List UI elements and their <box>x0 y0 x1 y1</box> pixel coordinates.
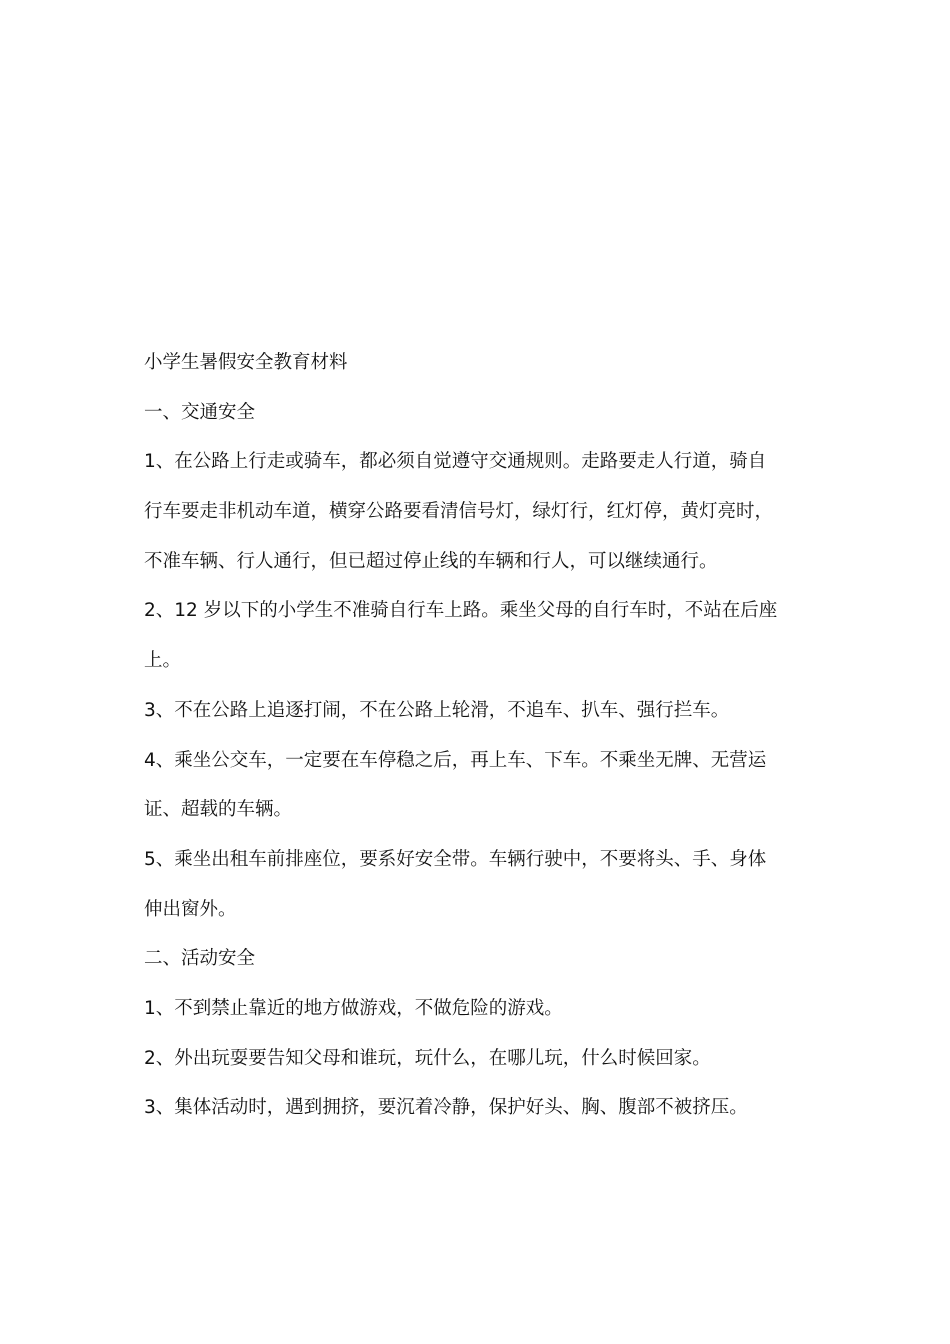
section-heading-traffic: 一、交通安全 <box>144 401 256 423</box>
paragraph-line: 伸出窗外。 <box>144 898 237 920</box>
document-title: 小学生暑假安全教育材料 <box>144 352 348 373</box>
paragraph-line: 3、不在公路上追逐打闹，不在公路上轮滑，不追车、扒车、强行拦车。 <box>144 699 730 721</box>
paragraph-line: 证、超载的车辆。 <box>144 799 293 821</box>
list-item <box>144 984 804 1034</box>
list-item <box>144 686 804 736</box>
list-item <box>144 736 804 835</box>
paragraph-line: 5、乘坐出租车前排座位，要系好安全带。车辆行驶中，不要将头、手、身体 <box>144 848 767 870</box>
list-item <box>144 437 804 586</box>
paragraph-line: 2、12 岁以下的小学生不准骑自行车上路。乘坐父母的自行车时，不站在后座 <box>144 600 778 622</box>
paragraph-line: 1、在公路上行走或骑车，都必须自觉遵守交通规则。走路要走人行道，骑自 <box>144 451 767 473</box>
list-item <box>144 586 804 685</box>
paragraph-line: 行车要走非机动车道，横穿公路要看清信号灯，绿灯行，红灯停，黄灯亮时， <box>144 501 774 523</box>
list-item <box>144 1083 804 1133</box>
list-item <box>144 835 804 934</box>
document-body <box>144 338 804 1133</box>
paragraph-line: 4、乘坐公交车，一定要在车停稳之后，再上车、下车。不乘坐无牌、无营运 <box>144 749 767 771</box>
paragraph-line: 2、外出玩耍要告知父母和谁玩，玩什么，在哪儿玩，什么时候回家。 <box>144 1047 711 1069</box>
paragraph-line: 3、集体活动时，遇到拥挤，要沉着冷静，保护好头、胸、腹部不被挤压。 <box>144 1097 748 1119</box>
paragraph-line: 1、不到禁止靠近的地方做游戏，不做危险的游戏。 <box>144 997 563 1019</box>
list-item <box>144 1034 804 1084</box>
section-heading-activity: 二、活动安全 <box>144 948 256 970</box>
paragraph-line: 上。 <box>144 650 182 672</box>
paragraph-line: 不准车辆、行人通行，但已超过停止线的车辆和行人，可以继续通行。 <box>144 550 718 572</box>
